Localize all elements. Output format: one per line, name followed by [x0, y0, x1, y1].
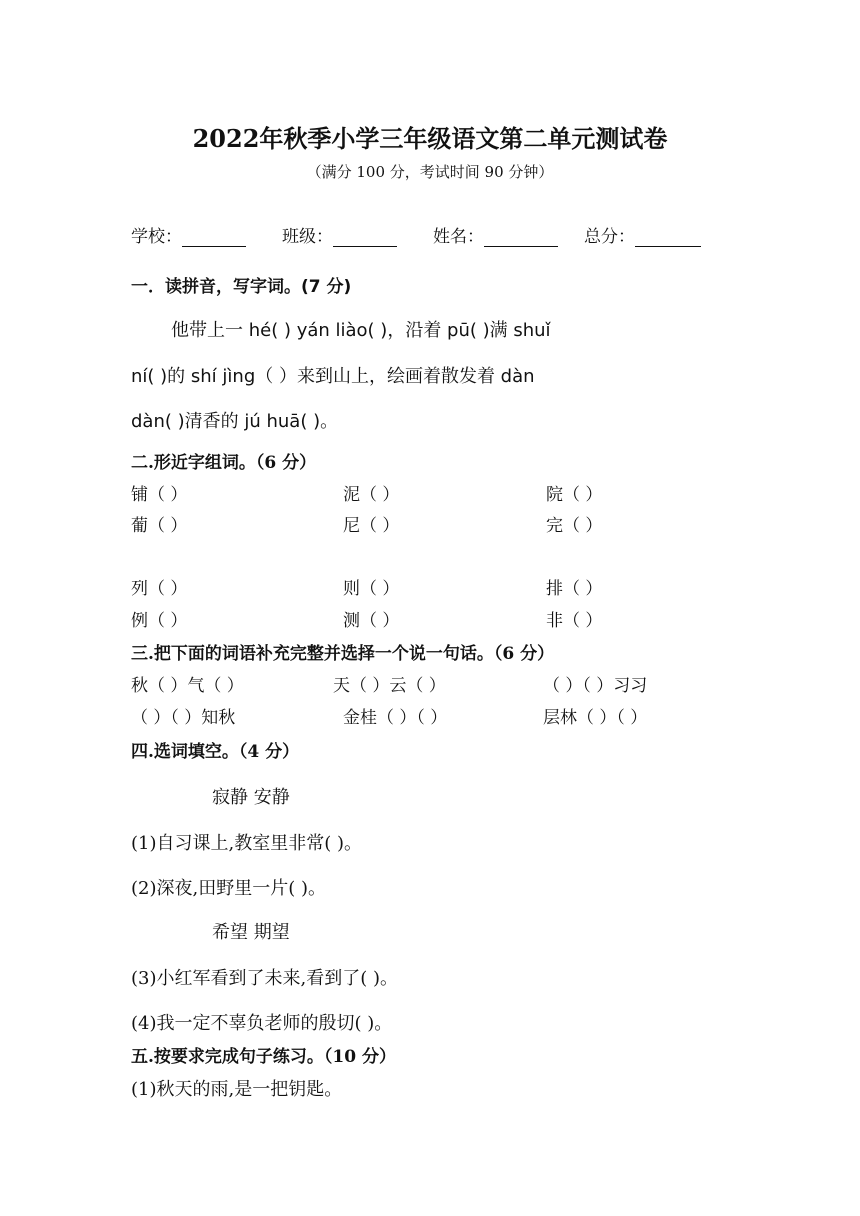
- total-blank[interactable]: [635, 228, 701, 247]
- s4-question-4: (4)我一定不辜负老师的殷切( )。: [131, 1013, 393, 1034]
- s2-item: 泥（ ）: [343, 485, 400, 505]
- s3-item: （ ）（ ）知秋: [131, 708, 236, 728]
- section-5-heading: 五.按要求完成句子练习。（10 分）: [131, 1047, 396, 1067]
- s3-item: 天（ ）云（ ）: [333, 676, 446, 696]
- s3-item: 秋（ ）气（ ）: [131, 676, 244, 696]
- section-1-line-1: 他带上一 hé( ) yán liào( )，沿着 pū( )满 shuǐ: [171, 320, 551, 341]
- s2-item: 完（ ）: [546, 516, 603, 536]
- s2-item: 葡（ ）: [131, 516, 188, 536]
- word-choices-1: 寂静 安静: [212, 787, 290, 808]
- section-2-heading: 二.形近字组词。（6 分）: [131, 453, 317, 473]
- s2-item: 例（ ）: [131, 611, 188, 631]
- s2-item: 尼（ ）: [343, 516, 400, 536]
- s4-question-1: (1)自习课上,教室里非常( )。: [131, 833, 362, 854]
- s5-question-1: (1)秋天的雨,是一把钥匙。: [131, 1079, 343, 1100]
- total-field[interactable]: [584, 222, 701, 247]
- page-title: 2022年秋季小学三年级语文第二单元测试卷: [192, 124, 668, 153]
- total-label: 总分：: [584, 227, 635, 247]
- s2-item: 则（ ）: [343, 579, 400, 599]
- class-label: 班级：: [282, 227, 333, 247]
- s4-question-2: (2)深夜,田野里一片( )。: [131, 878, 326, 899]
- school-field[interactable]: [131, 222, 246, 247]
- school-label: 学校：: [131, 227, 182, 247]
- name-field[interactable]: [433, 222, 558, 247]
- s2-item: 院（ ）: [546, 485, 603, 505]
- s2-item: 铺（ ）: [131, 485, 188, 505]
- s2-item: 排（ ）: [546, 579, 603, 599]
- section-1-line-3: dàn( )清香的 jú huā( )。: [131, 411, 339, 432]
- s3-item: 层林（ ）（ ）: [543, 708, 648, 728]
- word-choices-2: 希望 期望: [212, 922, 290, 943]
- class-blank[interactable]: [333, 228, 397, 247]
- s2-item: 列（ ）: [131, 579, 188, 599]
- s2-item: 测（ ）: [343, 611, 400, 631]
- exam-subtitle: （满分 100 分，考试时间 90 分钟）: [306, 163, 554, 181]
- s3-item: 金桂（ ）（ ）: [343, 708, 448, 728]
- school-blank[interactable]: [182, 228, 246, 247]
- s2-item: 非（ ）: [546, 611, 603, 631]
- name-label: 姓名：: [433, 227, 484, 247]
- section-1-heading: 一．读拼音，写字词。(7 分): [131, 277, 352, 297]
- section-4-heading: 四.选词填空。（4 分）: [131, 742, 300, 762]
- s3-item: （ ）（ ）习习: [543, 676, 648, 696]
- section-1-line-2: ní( )的 shí jìng（ ）来到山上，绘画着散发着 dàn: [131, 366, 535, 387]
- s4-question-3: (3)小红军看到了未来,看到了( )。: [131, 968, 398, 989]
- name-blank[interactable]: [484, 228, 558, 247]
- class-field[interactable]: [282, 222, 397, 247]
- section-3-heading: 三.把下面的词语补充完整并选择一个说一句话。（6 分）: [131, 644, 555, 664]
